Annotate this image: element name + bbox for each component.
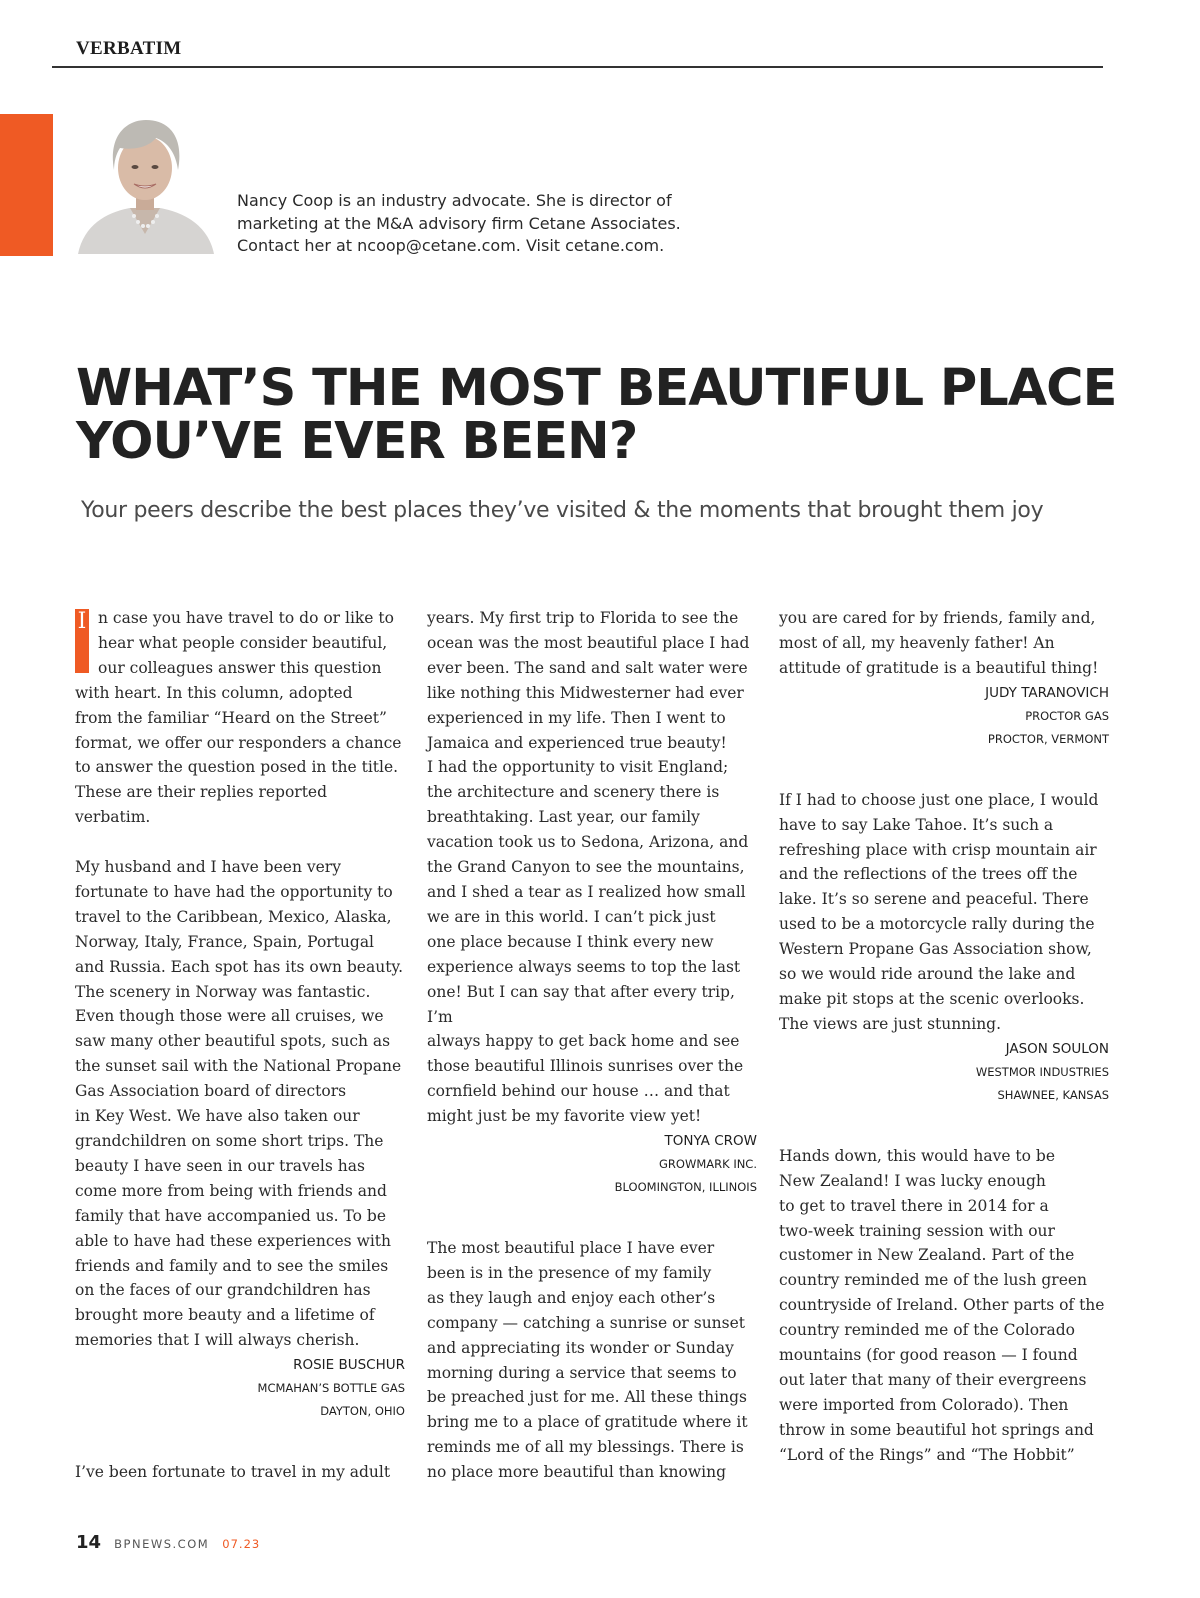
- article-subtitle: Your peers describe the best places they’ve visited & the moments that brought them joy: [81, 498, 1044, 523]
- respondent-signature: [75, 1353, 405, 1423]
- respondent-signature: [427, 1129, 757, 1199]
- text-line: on the faces of our grandchildren has: [75, 1281, 371, 1300]
- text-line: Western Propane Gas Association show,: [779, 940, 1092, 959]
- page-number: 14: [76, 1532, 102, 1553]
- text-line: most of all, my heavenly father! An: [779, 633, 1055, 652]
- text-line: and I shed a tear as I realized how small: [427, 882, 746, 901]
- text-line: years. My first trip to Florida to see the: [427, 609, 739, 627]
- title-line: YOU’VE EVER BEEN?: [76, 412, 638, 471]
- article-title: [76, 359, 1136, 471]
- text-line: and the reflections of the trees off the: [779, 865, 1078, 884]
- text-line: attitude of gratitude is a beautiful thing!: [779, 658, 1099, 677]
- text-line: those beautiful Illinois sunrises over the: [427, 1057, 744, 1076]
- text-line: company — catching a sunrise or sunset: [427, 1313, 746, 1332]
- respondent-location: SHAWNEE, KANSAS: [997, 1087, 1109, 1102]
- text-line: so we would ride around the lake and: [779, 965, 1076, 984]
- drop-cap: I: [75, 609, 89, 673]
- text-line: experienced in my life. Then I went to: [427, 708, 726, 727]
- respondent-company: WESTMOR INDUSTRIES: [975, 1064, 1109, 1079]
- section-label: VERBATIM: [76, 38, 182, 59]
- text-line: Norway, Italy, France, Spain, Portugal: [75, 932, 375, 951]
- text-line: I had the opportunity to visit England;: [427, 758, 729, 777]
- text-line: cornfield behind our house … and that: [427, 1082, 730, 1101]
- title-line: WHAT’S THE MOST BEAUTIFUL PLACE: [76, 359, 1117, 418]
- text-line: memories that I will always cherish.: [75, 1331, 360, 1350]
- text-line: I’ve been fortunate to travel in my adult: [75, 1463, 391, 1482]
- page-footer: [76, 1532, 260, 1553]
- respondent-name: JASON SOULON: [1005, 1040, 1109, 1057]
- respondent-company: MCMAHAN’S BOTTLE GAS: [257, 1381, 405, 1396]
- issue-date: 07.23: [222, 1537, 261, 1551]
- respondent-location: BLOOMINGTON, ILLINOIS: [614, 1180, 757, 1195]
- text-line: ocean was the most beautiful place I had: [427, 633, 750, 652]
- text-line: experience always seems to top the last: [427, 957, 741, 976]
- respondent-company: PROCTOR GAS: [1025, 708, 1109, 723]
- text-line: the architecture and scenery there is: [427, 783, 720, 802]
- text-line: in Key West. We have also taken our: [75, 1107, 360, 1126]
- text-line: family that have accompanied us. To be: [75, 1206, 386, 1225]
- author-bio: [237, 190, 757, 258]
- text-line: friends and family and to see the smiles: [75, 1256, 389, 1275]
- article-column-3: [779, 606, 1109, 1468]
- text-line: Hands down, this would have to be: [779, 1146, 1056, 1165]
- text-line: n case you have travel to do or like to: [98, 609, 394, 627]
- text-line: were imported from Colorado). Then: [779, 1395, 1069, 1414]
- text-line: hear what people consider beautiful,: [98, 633, 388, 652]
- text-line: been is in the presence of my family: [427, 1263, 712, 1282]
- site-name: BPNEWS.COM: [114, 1537, 210, 1551]
- respondent-name: ROSIE BUSCHUR: [293, 1357, 405, 1374]
- text-line: morning during a service that seems to: [427, 1363, 737, 1382]
- text-line: out later that many of their evergreens: [779, 1370, 1087, 1389]
- text-line: customer in New Zealand. Part of the: [779, 1246, 1075, 1265]
- text-line: The scenery in Norway was fantastic.: [75, 982, 371, 1001]
- text-line: fortunate to have had the opportunity to: [75, 882, 393, 901]
- response-body: [779, 606, 1109, 681]
- text-line: no place more beautiful than knowing: [427, 1463, 726, 1482]
- text-line: saw many other beautiful spots, such as: [75, 1032, 391, 1051]
- response-body: [427, 606, 757, 1129]
- text-line: My husband and I have been very: [75, 858, 341, 877]
- text-line: to answer the question posed in the title.: [75, 758, 399, 777]
- bio-line: Contact her at ncoop@cetane.com. Visit cetane.com.: [237, 236, 665, 255]
- response-body: [427, 1236, 757, 1485]
- text-line: and Russia. Each spot has its own beauty.: [75, 957, 404, 976]
- text-line: vacation took us to Sedona, Arizona, and: [427, 833, 749, 852]
- respondent-location: DAYTON, OHIO: [320, 1404, 405, 1419]
- text-line: The most beautiful place I have ever: [427, 1239, 715, 1258]
- respondent-signature: [779, 1037, 1109, 1107]
- text-line: brought more beauty and a lifetime of: [75, 1306, 375, 1325]
- text-line: able to have had these experiences with: [75, 1231, 392, 1250]
- text-line: lake. It’s so serene and peaceful. There: [779, 890, 1089, 909]
- text-line: one place because I think every new: [427, 932, 714, 951]
- text-line: These are their replies reported verbatim.: [75, 783, 328, 827]
- text-line: format, we offer our responders a chance: [75, 733, 402, 752]
- text-line: mountains (for good reason — I found: [779, 1346, 1078, 1365]
- respondent-company: GROWMARK INC.: [659, 1157, 757, 1172]
- text-line: the Grand Canyon to see the mountains,: [427, 858, 745, 877]
- accent-bar: [0, 114, 53, 256]
- text-line: we are in this world. I can’t pick just: [427, 907, 716, 926]
- text-line: our colleagues answer this question: [98, 658, 382, 677]
- article-column-2: [427, 606, 757, 1485]
- text-line: Gas Association board of directors: [75, 1082, 347, 1101]
- intro-paragraph: [75, 606, 405, 830]
- respondent-signature: [779, 681, 1109, 751]
- text-line: be preached just for me. All these things: [427, 1388, 747, 1407]
- text-line: two-week training session with our: [779, 1221, 1055, 1240]
- text-line: like nothing this Midwesterner had ever: [427, 683, 744, 702]
- text-line: Jamaica and experienced true beauty!: [427, 733, 727, 752]
- text-line: The views are just stunning.: [779, 1014, 1002, 1033]
- author-photo: [74, 112, 216, 254]
- article-column-1: [75, 606, 405, 1485]
- text-line: beauty I have seen in our travels has: [75, 1156, 365, 1175]
- text-line: with heart. In this column, adopted: [75, 683, 353, 702]
- text-line: to get to travel there in 2014 for a: [779, 1196, 1049, 1215]
- text-line: the sunset sail with the National Propane: [75, 1057, 402, 1076]
- text-line: refreshing place with crisp mountain air: [779, 840, 1097, 859]
- respondent-name: JUDY TARANOVICH: [985, 684, 1109, 701]
- text-line: “Lord of the Rings” and “The Hobbit”: [779, 1445, 1075, 1464]
- text-line: have to say Lake Tahoe. It’s such a: [779, 815, 1054, 834]
- text-line: Even though those were all cruises, we: [75, 1007, 384, 1026]
- text-line: country reminded me of the Colorado: [779, 1321, 1075, 1340]
- text-line: you are cared for by friends, family and,: [779, 609, 1096, 627]
- text-line: one! But I can say that after every trip, I’m: [427, 982, 735, 1026]
- text-line: breathtaking. Last year, our family: [427, 808, 700, 827]
- text-line: as they laugh and enjoy each other’s: [427, 1288, 716, 1307]
- text-line: If I had to choose just one place, I would: [779, 790, 1099, 809]
- top-rule: [52, 66, 1103, 68]
- response-body: [779, 788, 1109, 1037]
- response-body: [75, 855, 405, 1353]
- text-line: bring me to a place of gratitude where it: [427, 1413, 748, 1432]
- bio-line: marketing at the M&A advisory firm Cetane Associates.: [237, 213, 681, 233]
- text-line: come more from being with friends and: [75, 1181, 387, 1200]
- respondent-name: TONYA CROW: [664, 1133, 757, 1150]
- text-line: New Zealand! I was lucky enough: [779, 1171, 1046, 1190]
- text-line: make pit stops at the scenic overlooks.: [779, 989, 1085, 1008]
- text-line: from the familiar “Heard on the Street”: [75, 708, 387, 727]
- text-line: grandchildren on some short trips. The: [75, 1132, 384, 1151]
- text-line: country reminded me of the lush green: [779, 1271, 1088, 1290]
- text-line: ever been. The sand and salt water were: [427, 658, 748, 677]
- respondent-location: PROCTOR, VERMONT: [987, 731, 1109, 746]
- bio-line: Nancy Coop is an industry advocate. She is director of: [237, 191, 672, 210]
- text-line: travel to the Caribbean, Mexico, Alaska,: [75, 907, 392, 926]
- text-line: used to be a motorcycle rally during the: [779, 915, 1095, 934]
- text-line: throw in some beautiful hot springs and: [779, 1420, 1094, 1439]
- text-line: might just be my favorite view yet!: [427, 1107, 702, 1126]
- text-line: and appreciating its wonder or Sunday: [427, 1338, 734, 1357]
- text-line: countryside of Ireland. Other parts of the: [779, 1296, 1105, 1315]
- response-body: [779, 1144, 1109, 1468]
- text-line: reminds me of all my blessings. There is: [427, 1438, 744, 1457]
- text-line: always happy to get back home and see: [427, 1032, 740, 1051]
